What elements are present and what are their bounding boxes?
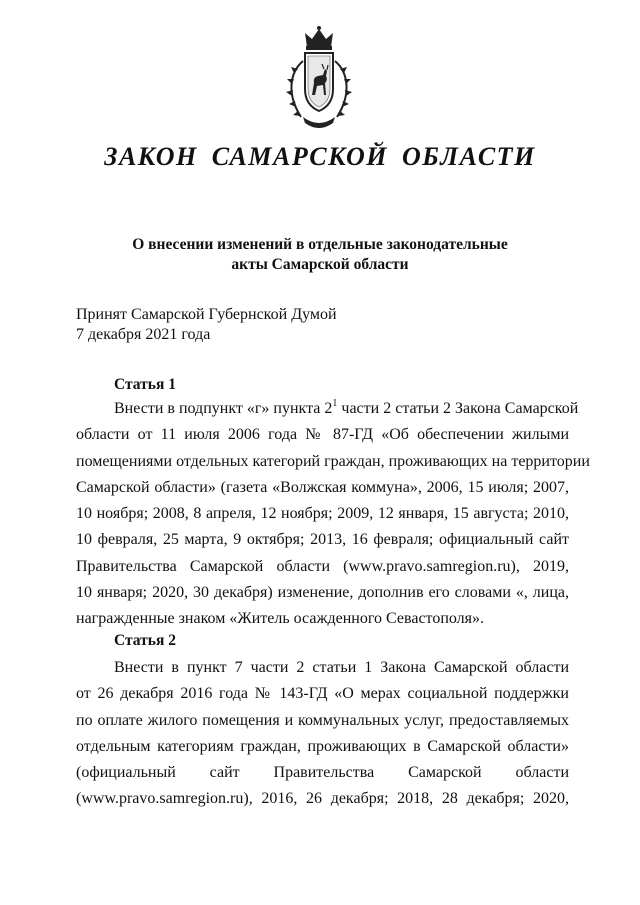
article-text-line: области от 11 июля 2006 года № 87-ГД «Об обеспечении жилыми	[76, 426, 569, 444]
article-text-line: 10 января; 2020, 30 декабря) изменение, дополнив его словами «, лица,	[76, 584, 569, 602]
subtitle-line: акты Самарской области	[231, 256, 409, 273]
article-text-line: награжденные знаком «Житель осажденного Севастополя».	[76, 610, 485, 628]
article-1-heading: Статья 1	[114, 376, 176, 393]
article-text-line: 10 ноября; 2008, 8 апреля, 12 ноября; 2009, 12 января, 15 августа; 2010,	[76, 505, 569, 523]
document-title: ЗАКОН САМАРСКОЙ ОБЛАСТИ	[104, 142, 536, 171]
adoption-body: Принят Самарской Губернской Думой	[76, 306, 337, 323]
article-text-line: помещениями отдельных категорий граждан, проживающих на территории	[76, 452, 590, 470]
adoption-date: 7 декабря 2021 года	[76, 326, 211, 343]
article-text-line: (www.pravo.samregion.ru), 2016, 26 декабря; 2018, 28 декабря; 2020,	[76, 790, 569, 808]
coat-of-arms-icon	[283, 25, 355, 131]
article-text-line: от 26 декабря 2016 года № 143-ГД «О мерах социальной поддержки	[76, 685, 569, 703]
law-subtitle	[0, 235, 640, 275]
article-2-text	[76, 655, 569, 813]
article-text-line: Правительства Самарской области (www.pravo.samregion.ru), 2019,	[76, 557, 569, 575]
subtitle-line: О внесении изменений в отдельные законодательные	[132, 236, 508, 253]
article-text-line: Внести в пункт 7 части 2 статьи 1 Закона Самарской области	[114, 659, 569, 676]
article-text-line: Внести в подпункт «г» пункта $2^1$ части 2 статьи 2 Закона Самарской	[114, 398, 579, 417]
article-2-heading: Статья 2	[114, 632, 176, 649]
article-text-line: по оплате жилого помещения и коммунальных услуг, предоставляемых	[76, 711, 569, 729]
article-1-text	[76, 396, 590, 633]
article-text-line: Самарской области» (газета «Волжская коммуна», 2006, 15 июля; 2007,	[76, 478, 569, 496]
article-text-line: отдельным категориям граждан, проживающих в Самарской области»	[76, 737, 569, 755]
article-text-line: (официальный сайт Правительства Самарской области	[76, 764, 569, 782]
adoption-note	[76, 305, 337, 345]
article-text-line: 10 февраля, 25 марта, 9 октября; 2013, 16 февраля; официальный сайт	[76, 531, 569, 549]
